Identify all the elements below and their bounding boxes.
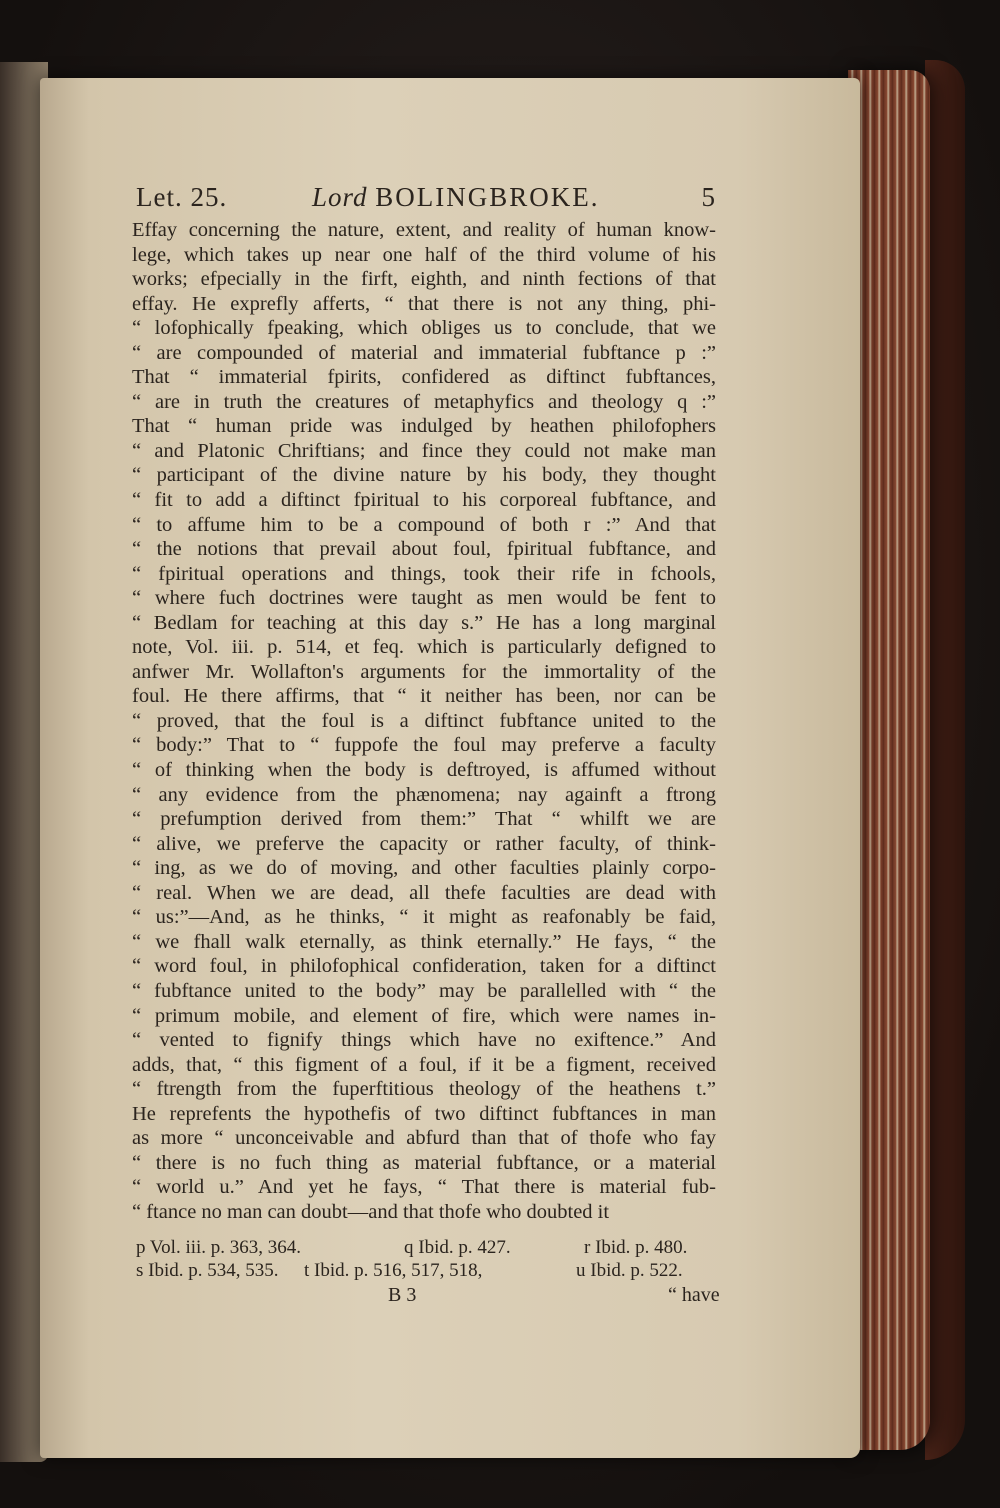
- book-cover-edge: [925, 60, 965, 1460]
- text-line: works; efpecially in the firft, eighth, and ninth fections of that: [132, 268, 716, 291]
- footnote-u: u Ibid. p. 522.: [576, 1260, 683, 1281]
- text-line: foul. He there affirms, that “ it neither has been, nor can be: [132, 685, 716, 708]
- text-line: “ of thinking when the body is deftroyed, is affumed without: [132, 759, 716, 782]
- text-line: “ proved, that the foul is a diftinct fubftance united to the: [132, 709, 716, 732]
- footnote-r: r Ibid. p. 480.: [584, 1237, 688, 1258]
- text-line: “ vented to fignify things which have no exiftence.” And: [132, 1029, 716, 1052]
- text-line: anfwer Mr. Wollafton's arguments for the immortality of the: [132, 660, 716, 683]
- body-text: [132, 218, 716, 1224]
- page-number: 5: [701, 182, 716, 212]
- text-line: “ real. When we are dead, all thefe faculties are dead with: [132, 881, 716, 904]
- running-title: [312, 182, 600, 213]
- page-block-edge: [848, 70, 930, 1450]
- running-title-prefix: Lord: [312, 182, 368, 212]
- text-line: lege, which takes up near one half of the third volume of his: [132, 243, 716, 266]
- text-line: “ ftance no man can doubt—and that thofe who doubted it: [132, 1200, 610, 1223]
- text-line: “ world u.” And yet he fays, “ That there is material fub-: [132, 1176, 716, 1199]
- text-line: “ Bedlam for teaching at this day s.” He has a long marginal: [132, 611, 716, 634]
- footnote-row: [136, 1259, 716, 1282]
- text-line: “ us:”—And, as he thinks, “ it might as reafonably be faid,: [132, 906, 716, 929]
- text-line: “ prefumption derived from them:” That “ whilft we are: [132, 808, 716, 831]
- text-line: “ the notions that prevail about foul, fpiritual fubftance, and: [132, 538, 716, 561]
- text-line: Effay concerning the nature, extent, and reality of human know-: [132, 219, 716, 241]
- letter-number: Let. 25.: [136, 182, 228, 212]
- footnote-t: t Ibid. p. 516, 517, 518,: [304, 1260, 483, 1281]
- text-line: “ ing, as we do of moving, and other faculties plainly corpo-: [132, 857, 716, 880]
- text-line: “ participant of the divine nature by his body, they thought: [132, 464, 716, 487]
- footnote-s: s Ibid. p. 534, 535.: [136, 1260, 279, 1281]
- footnote-row: [136, 1236, 716, 1259]
- text-line: “ any evidence from the phænomena; nay againft a ftrong: [132, 783, 716, 806]
- running-title-name: BOLINGBROKE.: [375, 182, 600, 212]
- text-line: “ word foul, in philofophical confideration, taken for a diftinct: [132, 955, 716, 978]
- footnotes: [136, 1236, 716, 1282]
- footnote-p: p Vol. iii. p. 363, 364.: [136, 1237, 302, 1258]
- text-line: “ fubftance united to the body” may be parallelled with “ the: [132, 979, 716, 1002]
- text-line: That “ immaterial fpirits, confidered as diftinct fubftances,: [132, 366, 716, 389]
- signature-mark: B 3: [388, 1284, 417, 1306]
- catchword: “ have: [668, 1284, 720, 1306]
- text-line: That “ human pride was indulged by heathen philofophers: [132, 415, 716, 438]
- text-line: “ fit to add a diftinct fpiritual to his corporeal fubftance, and: [132, 489, 716, 512]
- text-line: “ primum mobile, and element of fire, which were names in-: [132, 1004, 716, 1027]
- text-line: “ body:” That to “ fuppofe the foul may preferve a faculty: [132, 734, 716, 757]
- text-line: effay. He exprefly afferts, “ that there is not any thing, phi-: [132, 292, 716, 315]
- text-line: “ where fuch doctrines were taught as men would be fent to: [132, 587, 716, 610]
- text-line: as more “ unconceivable and abfurd than that of thofe who fay: [132, 1127, 716, 1150]
- text-line: “ are in truth the creatures of metaphyfics and theology q :”: [132, 390, 716, 413]
- text-line: note, Vol. iii. p. 514, et feq. which is particularly defigned to: [132, 636, 716, 659]
- text-line: “ fpiritual operations and things, took their rife in fchools,: [132, 562, 716, 585]
- text-line: “ are compounded of material and immaterial fubftance p :”: [132, 341, 716, 364]
- text-line: “ to affume him to be a compound of both r :” And that: [132, 513, 716, 536]
- text-line: adds, that, “ this figment of a foul, if it be a figment, received: [132, 1053, 716, 1076]
- text-line: “ there is no fuch thing as material fubftance, or a material: [132, 1151, 716, 1174]
- running-header: [136, 182, 716, 222]
- text-line: “ alive, we preferve the capacity or rather faculty, of think-: [132, 832, 716, 855]
- text-line: “ we fhall walk eternally, as think eternally.” He fays, “ the: [132, 930, 716, 953]
- text-line: “ lofophically fpeaking, which obliges us to conclude, that we: [132, 317, 716, 340]
- footnote-q: q Ibid. p. 427.: [404, 1237, 511, 1258]
- text-line: He reprefents the hypothefis of two diftinct fubftances in man: [132, 1102, 716, 1125]
- text-line: “ and Platonic Chriftians; and fince they could not make man: [132, 439, 716, 462]
- text-line: “ ftrength from the fuperftitious theology of the heathens t.”: [132, 1078, 716, 1101]
